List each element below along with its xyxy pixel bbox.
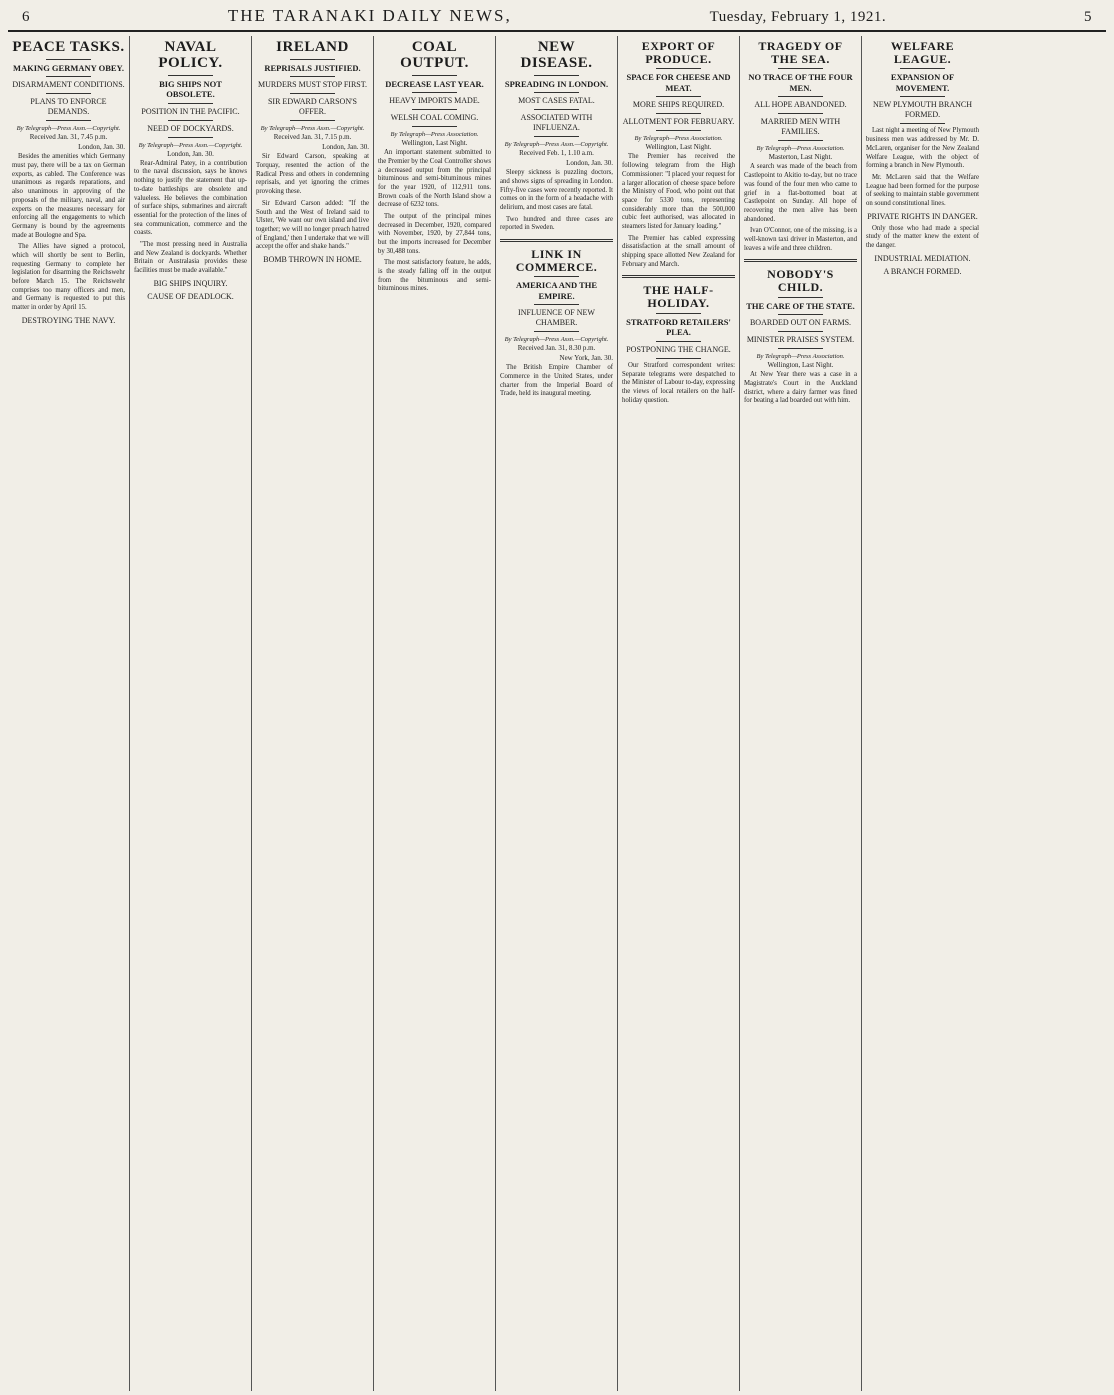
columns <box>8 36 1106 1391</box>
article-divider <box>622 275 735 278</box>
sub-rule <box>778 96 823 97</box>
sub-rule <box>46 120 91 121</box>
article-paragraph: Ivan O'Connor, one of the missing, is a well-known taxi driver in Masterton, and leaves a wife and three children. <box>744 227 857 252</box>
article-paragraph: Besides the amenities which Germany must pay, there will be a tax on German exports, as cabled. The Conference was unanimous as regards reparations, and also unanimous in approving of the proposals of the military, naval, and air experts on the measures necessary for enforcing all the engagements to which Germany is bound by the agreements made at Boulogne and Spa. <box>12 153 125 239</box>
article-heading: EXPORT OF PRODUCE. <box>641 39 716 66</box>
section-subheading: DESTROYING THE NAVY. <box>21 315 116 325</box>
sub-heading: SIR EDWARD CARSON'S OFFER. <box>267 97 357 117</box>
article-divider <box>500 239 613 242</box>
article <box>744 259 857 406</box>
sub-heading: BIG SHIPS NOT OBSOLETE. <box>159 78 222 100</box>
dateline: London, Jan. 30. <box>78 143 125 152</box>
dateline: Received Feb. 1, 1.10 a.m. <box>519 149 594 158</box>
sub-heading: MINISTER PRAISES SYSTEM. <box>746 335 855 345</box>
sub-heading: ASSOCIATED WITH INFLUENZA. <box>520 113 593 133</box>
sub-heading: AMERICA AND THE EMPIRE. <box>515 280 598 301</box>
sub-rule <box>778 140 823 141</box>
article-heading: NOBODY'S CHILD. <box>767 267 834 294</box>
article-paragraph: Sir Edward Carson added: "If the South and the West of Ireland said to Ulster, 'We want our own island and live together; we will no longer preach hatred of England,' then I undertake that we will accept the offer and shake hands." <box>256 199 369 251</box>
section-subheading: BOMB THROWN IN HOME. <box>263 254 362 264</box>
article-paragraph: The most satisfactory feature, he adds, is the steady falling off in the output from the bituminous and semi-bituminous mines. <box>378 259 491 293</box>
sub-rule <box>290 120 335 121</box>
sub-heading: INFLUENCE OF NEW CHAMBER. <box>518 308 595 328</box>
column-4 <box>374 36 496 1391</box>
sub-rule <box>46 93 91 94</box>
sub-rule <box>46 76 91 77</box>
article-paragraph: Only those who had made a special study of the matter knew the extent of the danger. <box>866 224 979 249</box>
article-paragraph: At New Year there was a case in a Magistrate's Court in the Auckland district, where a dairy farmer was fined for beating a lad boarded out with him. <box>744 371 857 405</box>
sub-rule <box>778 331 823 332</box>
sub-heading: NO TRACE OF THE FOUR MEN. <box>748 72 853 93</box>
column-5 <box>496 36 618 1391</box>
article-heading: WELFARE LEAGUE. <box>890 39 955 66</box>
sub-heading: MARRIED MEN WITH FAMILIES. <box>760 117 841 137</box>
article <box>866 40 979 277</box>
article-paragraph: Rear-Admiral Patey, in a contribution to the naval discussion, says he knows nothing to justify the statement that up-to-date battleships are obsolete and valueless. He believes the combination of surface ships, submarines and aircraft essential for the protection of the lines of sea communication, commerce and the coasts. <box>134 159 247 237</box>
page-number-left: 6 <box>22 9 30 25</box>
section-subheading: BIG SHIPS INQUIRY. <box>153 278 228 288</box>
sub-heading: BOARDED OUT ON FARMS. <box>749 318 852 328</box>
dateline: Wellington, Last Night. <box>645 143 712 152</box>
sub-heading: MOST CASES FATAL. <box>518 96 595 106</box>
sub-rule <box>534 92 579 93</box>
article-heading: NEW DISEASE. <box>520 39 593 71</box>
byline: By Telegraph—Press Assn.—Copyright. <box>16 125 121 133</box>
sub-heading: ALLOTMENT FOR FEBRUARY. <box>622 117 735 127</box>
article-paragraph: Last night a meeting of New Plymouth business men was addressed by Mr. D. McLaren, organiser for the New Zealand Welfare League, with the object of forming a branch in New Plymouth. <box>866 127 979 170</box>
article-paragraph: Sir Edward Carson, speaking at Torquay, resented the action of the Radical Press and others in condemning reprisals, and yet ignoring the crimes provoking these. <box>256 153 369 196</box>
byline: By Telegraph—Press Assn.—Copyright. <box>260 125 365 133</box>
sub-rule <box>412 109 457 110</box>
article <box>744 40 857 253</box>
sub-heading: STRATFORD RETAILERS' PLEA. <box>626 316 731 338</box>
dateline: London, Jan. 30. <box>167 149 214 158</box>
article-heading: THE HALF-HOLIDAY. <box>643 283 714 310</box>
heading-rule <box>168 75 213 76</box>
heading-rule <box>778 68 823 69</box>
masthead <box>8 6 1106 32</box>
article-paragraph: The British Empire Chamber of Commerce in the United States, under charter from the Imperial Board of Trade, held its inaugural meeting. <box>500 364 613 398</box>
sub-rule <box>534 304 579 305</box>
sub-heading: HEAVY IMPORTS MADE. <box>389 96 480 106</box>
article <box>378 40 491 294</box>
heading-rule <box>46 59 91 60</box>
article-paragraph: The Premier has received the following telegram from the High Commissioner: "I placed your request for a larger allocation of cheese space before the Ministry of Food, who point out that space for 5330 tons, representing considerably more than the 500,000 cubic feet authorised, was allocated in steamers listed for January loading." <box>622 153 735 230</box>
heading-rule <box>534 276 579 277</box>
heading-rule <box>778 297 823 298</box>
sub-rule <box>534 136 579 137</box>
sub-heading: MAKING GERMANY OBEY. <box>12 62 125 73</box>
section-subheading: INDUSTRIAL MEDIATION. <box>874 253 971 263</box>
sub-rule <box>656 358 701 359</box>
dateline: London, Jan. 30. <box>322 143 369 152</box>
sub-heading: ALL HOPE ABANDONED. <box>754 100 847 110</box>
article-divider <box>744 259 857 262</box>
page-number: 5 <box>1084 9 1092 25</box>
article-paragraph: Two hundred and three cases are reported in Sweden. <box>500 215 613 232</box>
sub-heading: PLANS TO ENFORCE DEMANDS. <box>30 97 107 117</box>
article <box>500 40 613 233</box>
sub-rule <box>656 96 701 97</box>
sub-rule <box>778 348 823 349</box>
column-3 <box>252 36 374 1391</box>
article <box>134 40 247 302</box>
sub-heading: EXPANSION OF MOVEMENT. <box>890 72 955 93</box>
sub-heading: SPACE FOR CHEESE AND MEAT. <box>626 72 731 93</box>
article-heading: LINK IN COMMERCE. <box>515 246 598 274</box>
sub-heading: DECREASE LAST YEAR. <box>385 78 484 89</box>
byline: By Telegraph—Press Assn.—Copyright. <box>504 336 609 344</box>
article <box>622 275 735 405</box>
dateline: Received Jan. 31, 8.30 p.m. <box>517 344 596 353</box>
heading-rule <box>900 68 945 69</box>
sub-heading: POSITION IN THE PACIFIC. <box>141 106 240 116</box>
column-6 <box>618 36 740 1391</box>
section-subheading: CAUSE OF DEADLOCK. <box>147 291 234 301</box>
sub-heading: REPRISALS JUSTIFIED. <box>264 62 361 73</box>
article-paragraph: "The most pressing need in Australia and New Zealand is dockyards. Whether Britain or Australasia provides these facilities must be made available." <box>134 240 247 274</box>
sub-heading: DISARMAMENT CONDITIONS. <box>12 80 125 90</box>
sub-heading: THE CARE OF THE STATE. <box>746 300 855 311</box>
article-heading: NAVAL POLICY. <box>158 39 223 71</box>
sub-rule <box>534 109 579 110</box>
article-paragraph: The Premier has cabled expressing dissatisfaction at the small amount of shipping space allotted New Zealand for February and March. <box>622 234 735 268</box>
dateline: Wellington, Last Night. <box>767 361 834 370</box>
dateline: Received Jan. 31, 7.15 p.m. <box>273 133 352 142</box>
article-paragraph: A search was made of the beach from Castlepoint to Akitio to-day, but no trace was found of the four men who came to grief in a flat-bottomed boat at Castlepoint on Sunday. All hope of recovering the men alive has been abandoned. <box>744 163 857 223</box>
column-8 <box>862 36 983 1391</box>
article-paragraph: Sleepy sickness is puzzling doctors, and shows signs of spreading in London. Fifty-five cases were recently reported. It comes on in the form of a headache with delirium, and most cases are fatal. <box>500 169 613 211</box>
sub-rule <box>534 331 579 332</box>
sub-rule <box>290 93 335 94</box>
sub-heading: MURDERS MUST STOP FIRST. <box>257 80 368 90</box>
sub-rule <box>900 96 945 97</box>
issue-date: Tuesday, February 1, 1921. <box>709 9 887 25</box>
sub-heading: NEED OF DOCKYARDS. <box>147 123 234 133</box>
sub-rule <box>900 123 945 124</box>
article-heading: COAL OUTPUT. <box>400 39 469 71</box>
sub-heading: POSTPONING THE CHANGE. <box>626 344 731 354</box>
heading-rule <box>534 75 579 76</box>
byline: By Telegraph—Press Assn.—Copyright. <box>504 141 609 149</box>
section-subheading: A BRANCH FORMED. <box>883 266 962 276</box>
dateline: New York, Jan. 30. <box>559 354 613 363</box>
article-paragraph: The Allies have signed a protocol, which will shortly be sent to Berlin, requesting Germany to complete her legislation for disarming the Reichswehr before March 15. The Reichswehr comprises too many officers and men, and Germany is requested to put this matter in order by April 15. <box>12 243 125 312</box>
article-paragraph: Our Stratford correspondent writes: Separate telegrams were despatched to the Minister of Labour to-day, expressing the views of local retailers on the half-holiday question. <box>622 361 735 404</box>
byline: By Telegraph—Press Association. <box>634 135 723 143</box>
heading-rule <box>412 75 457 76</box>
dateline: London, Jan. 30. <box>566 159 613 168</box>
heading-rule <box>656 68 701 69</box>
dateline: Wellington, Last Night. <box>401 139 468 148</box>
column-7 <box>740 36 862 1391</box>
byline: By Telegraph—Press Assn.—Copyright. <box>138 141 243 149</box>
column-1 <box>8 36 130 1391</box>
heading-rule <box>290 59 335 60</box>
sub-rule <box>778 314 823 315</box>
sub-rule <box>168 120 213 121</box>
sub-rule <box>656 341 701 342</box>
column-2 <box>130 36 252 1391</box>
sub-rule <box>656 113 701 114</box>
sub-heading: WELSH COAL COMING. <box>390 113 479 123</box>
sub-rule <box>168 137 213 138</box>
section-subheading: PRIVATE RIGHTS IN DANGER. <box>867 211 978 221</box>
sub-rule <box>290 76 335 77</box>
sub-rule <box>412 126 457 127</box>
article <box>256 40 369 265</box>
sub-heading: NEW PLYMOUTH BRANCH FORMED. <box>872 100 973 120</box>
article-heading: IRELAND <box>276 39 349 55</box>
sub-rule <box>168 103 213 104</box>
article-heading: TRAGEDY OF THE SEA. <box>758 39 843 66</box>
article <box>12 40 125 326</box>
dateline: Masterton, Last Night. <box>768 153 833 162</box>
sub-heading: MORE SHIPS REQUIRED. <box>632 100 725 110</box>
byline: By Telegraph—Press Association. <box>390 131 479 139</box>
sub-rule <box>778 113 823 114</box>
article <box>500 239 613 399</box>
article-paragraph: An important statement submitted to the Premier by the Coal Controller shows a decreased output from the principal bituminous and semi-bituminous mines for the year 1920, of 112,911 tons. Brown coals of the North Island show a decrease of 6232 tons. <box>378 149 491 209</box>
article-heading: PEACE TASKS. <box>12 39 125 55</box>
byline: By Telegraph—Press Association. <box>756 353 845 361</box>
sub-rule <box>656 130 701 131</box>
article-paragraph: Mr. McLaren said that the Welfare League had been formed for the purpose of seeking to maintain stable government on sound constitutional lines. <box>866 173 979 207</box>
newspaper-title: THE TARANAKI DAILY NEWS, <box>227 6 512 25</box>
article <box>622 40 735 269</box>
sub-rule <box>412 92 457 93</box>
dateline: Received Jan. 31, 7.45 p.m. <box>29 133 108 142</box>
sub-heading: SPREADING IN LONDON. <box>504 78 609 89</box>
article-paragraph: The output of the principal mines decreased in December, 1920, compared with November, 1920, by 27,844 tons, but the imports increased for December by 30,488 tons. <box>378 212 491 255</box>
heading-rule <box>656 313 701 314</box>
byline: By Telegraph—Press Association. <box>756 145 845 153</box>
